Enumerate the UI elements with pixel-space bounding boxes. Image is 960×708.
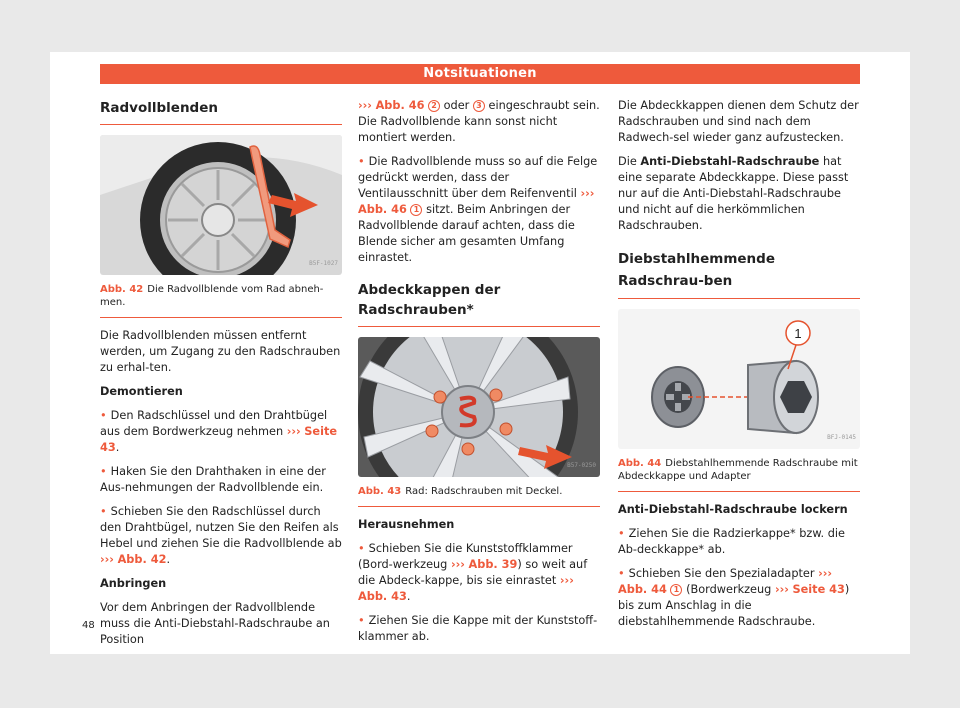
caption-text: Die Radvollblende vom Rad abneh-men. — [100, 284, 324, 308]
arrows-icon: ››› — [774, 583, 789, 596]
callout-number: 1 — [794, 326, 802, 341]
link-seite-43[interactable]: Seite 43 — [792, 583, 845, 596]
list-item: • Ziehen Sie die Kappe mit der Kunststoff-klammer ab. — [358, 613, 600, 645]
list-item: • Schieben Sie die Kunststoffklammer (Bord-werkzeug ››› Abb. 39) so weit auf die Abdeck-kappe, bis sie einrastet ››› Abb. 43. — [358, 541, 600, 605]
list-item-text: Schieben Sie den Radschlüssel durch den Drahtbügel, nutzen Sie den Reifen als Hebel und ziehen Sie die Radvollblende ab — [100, 505, 342, 550]
link-abb-46[interactable]: Abb. 46 — [358, 203, 407, 216]
subheading-anbringen: Anbringen — [100, 577, 167, 590]
column-middle — [358, 98, 600, 653]
number-badge: 2 — [428, 100, 440, 112]
paragraph-continued — [358, 98, 600, 146]
text-fragment: hat eine separate Abdeckkappe. Diese passt nur auf die Anti-Diebstahl-Radschraube und nicht auf die herkömmlichen Radschrauben. — [618, 155, 849, 232]
figure-code: B57-0250 — [567, 462, 596, 469]
subheading-lockern: Anti-Diebstahl-Radschraube lockern — [618, 503, 848, 516]
column-right — [618, 98, 860, 638]
list-item-text: Schieben Sie den Spezialadapter — [628, 567, 815, 580]
figure-code: BFJ-0145 — [827, 434, 856, 441]
wheel-caps-illustration — [358, 337, 600, 477]
list-item-text: Den Radschlüssel und den Drahtbügel aus dem Bordwerkzeug nehmen — [100, 409, 328, 438]
subheading-demontieren: Demontieren — [100, 385, 183, 398]
arrows-icon: ››› — [286, 425, 301, 438]
caption-ref: Abb. 42 — [100, 284, 144, 295]
subheading-herausnehmen: Herausnehmen — [358, 518, 455, 531]
list-item-text: Schieben Sie die Kunststoffklammer (Bord-werkzeug — [358, 542, 573, 571]
section-banner: Notsituationen — [100, 64, 860, 84]
text-fragment: ) so weit auf die Abdeck-kappe, bis sie einrastet — [358, 558, 588, 587]
number-badge: 1 — [670, 584, 682, 596]
arrows-icon: ››› — [580, 187, 595, 200]
list-item — [618, 566, 860, 630]
link-abb-39[interactable]: Abb. 39 — [468, 558, 518, 571]
section-title-diebstahlhemmende: Diebstahlhemmende Radschrau-ben — [618, 248, 860, 299]
list-item-text: Die Radvollblende muss so auf die Felge gedrückt werden, dass der Ventilausschnitt über dem Reifenventil — [358, 155, 598, 200]
figure-caption — [100, 275, 342, 318]
list-item — [358, 154, 600, 266]
text-fragment: oder — [443, 99, 470, 112]
caption-text: Diebstahlhemmende Radschraube mit Abdeckkappe und Adapter — [618, 458, 858, 482]
paragraph-install: Vor dem Anbringen der Radvollblende muss die Anti-Diebstahl-Radschraube an Position — [100, 601, 330, 646]
text-fragment: sitzt. Beim Anbringen der Radvollblende darauf achten, dass die Blende sicher am gesamten Umfang einrastet. — [358, 203, 575, 264]
figure-caption — [618, 449, 860, 492]
list-item: • Schieben Sie den Radschlüssel durch den Drahtbügel, nutzen Sie den Reifen als Hebel und ziehen Sie die Radvollblende ab ››› Abb. 42. — [100, 504, 342, 568]
figure-wheel-caps — [358, 337, 600, 477]
list-item: • Ziehen Sie die Radzierkappe* bzw. die Ab-deckkappe* ab. — [618, 526, 860, 558]
text-fragment: Die — [618, 155, 637, 168]
figure-code: B5F-1027 — [309, 260, 338, 267]
arrows-icon: ››› — [818, 567, 833, 580]
number-badge: 3 — [473, 100, 485, 112]
link-abb-44[interactable]: Abb. 44 — [618, 583, 667, 596]
text-fragment: eingeschraubt sein. Die Radvollblende kann sonst nicht montiert werden. — [358, 99, 600, 144]
text-bold: Anti-Diebstahl-Radschraube — [640, 155, 820, 168]
link-abb-43[interactable]: Abb. 43 — [358, 590, 407, 603]
arrows-icon: ››› — [450, 558, 465, 571]
list-item: • Haken Sie den Drahthaken in eine der Aus-nehmungen der Radvollblende ein. — [100, 464, 342, 496]
caption-text: Rad: Radschrauben mit Deckel. — [405, 486, 563, 497]
list-item: • Den Radschlüssel und den Drahtbügel aus dem Bordwerkzeug nehmen ››› Seite 43. — [100, 408, 342, 456]
caption-ref: Abb. 43 — [358, 486, 402, 497]
anti-theft-bolt-illustration — [618, 309, 860, 449]
wheel-cover-illustration — [100, 135, 342, 275]
section-title-radvollblenden: Radvollblenden — [100, 98, 342, 125]
paragraph-caps-purpose: Die Abdeckkappen dienen dem Schutz der Radschrauben und sind nach dem Radwech-sel wieder ganz aufzustecken. — [618, 99, 859, 144]
arrows-icon: ››› — [559, 574, 574, 587]
text-fragment: ) bis zum Anschlag in die diebstahlhemmende Radschraube. — [618, 583, 850, 628]
link-seite-43[interactable]: Seite 43 — [100, 425, 338, 454]
section-title-abdeckkappen: Abdeckkappen der Radschrauben* — [358, 280, 600, 327]
link-abb-42[interactable]: Abb. 42 — [117, 553, 167, 566]
arrows-icon: ››› — [358, 99, 372, 112]
figure-wheel-cover — [100, 135, 342, 275]
paragraph-intro: Die Radvollblenden müssen entfernt werden, um Zugang zu den Radschrauben zu erhal-ten. — [100, 329, 341, 374]
page-number: 48 — [82, 620, 95, 631]
text-fragment: (Bordwerkzeug — [686, 583, 772, 596]
link-abb-46[interactable]: Abb. 46 — [375, 99, 425, 112]
column-left — [100, 98, 342, 656]
caption-ref: Abb. 44 — [618, 458, 662, 469]
arrows-icon: ››› — [100, 553, 114, 566]
paragraph-anti-theft — [618, 154, 860, 234]
figure-caption — [358, 477, 600, 507]
figure-anti-theft-bolt — [618, 309, 860, 449]
number-badge: 1 — [410, 204, 422, 216]
